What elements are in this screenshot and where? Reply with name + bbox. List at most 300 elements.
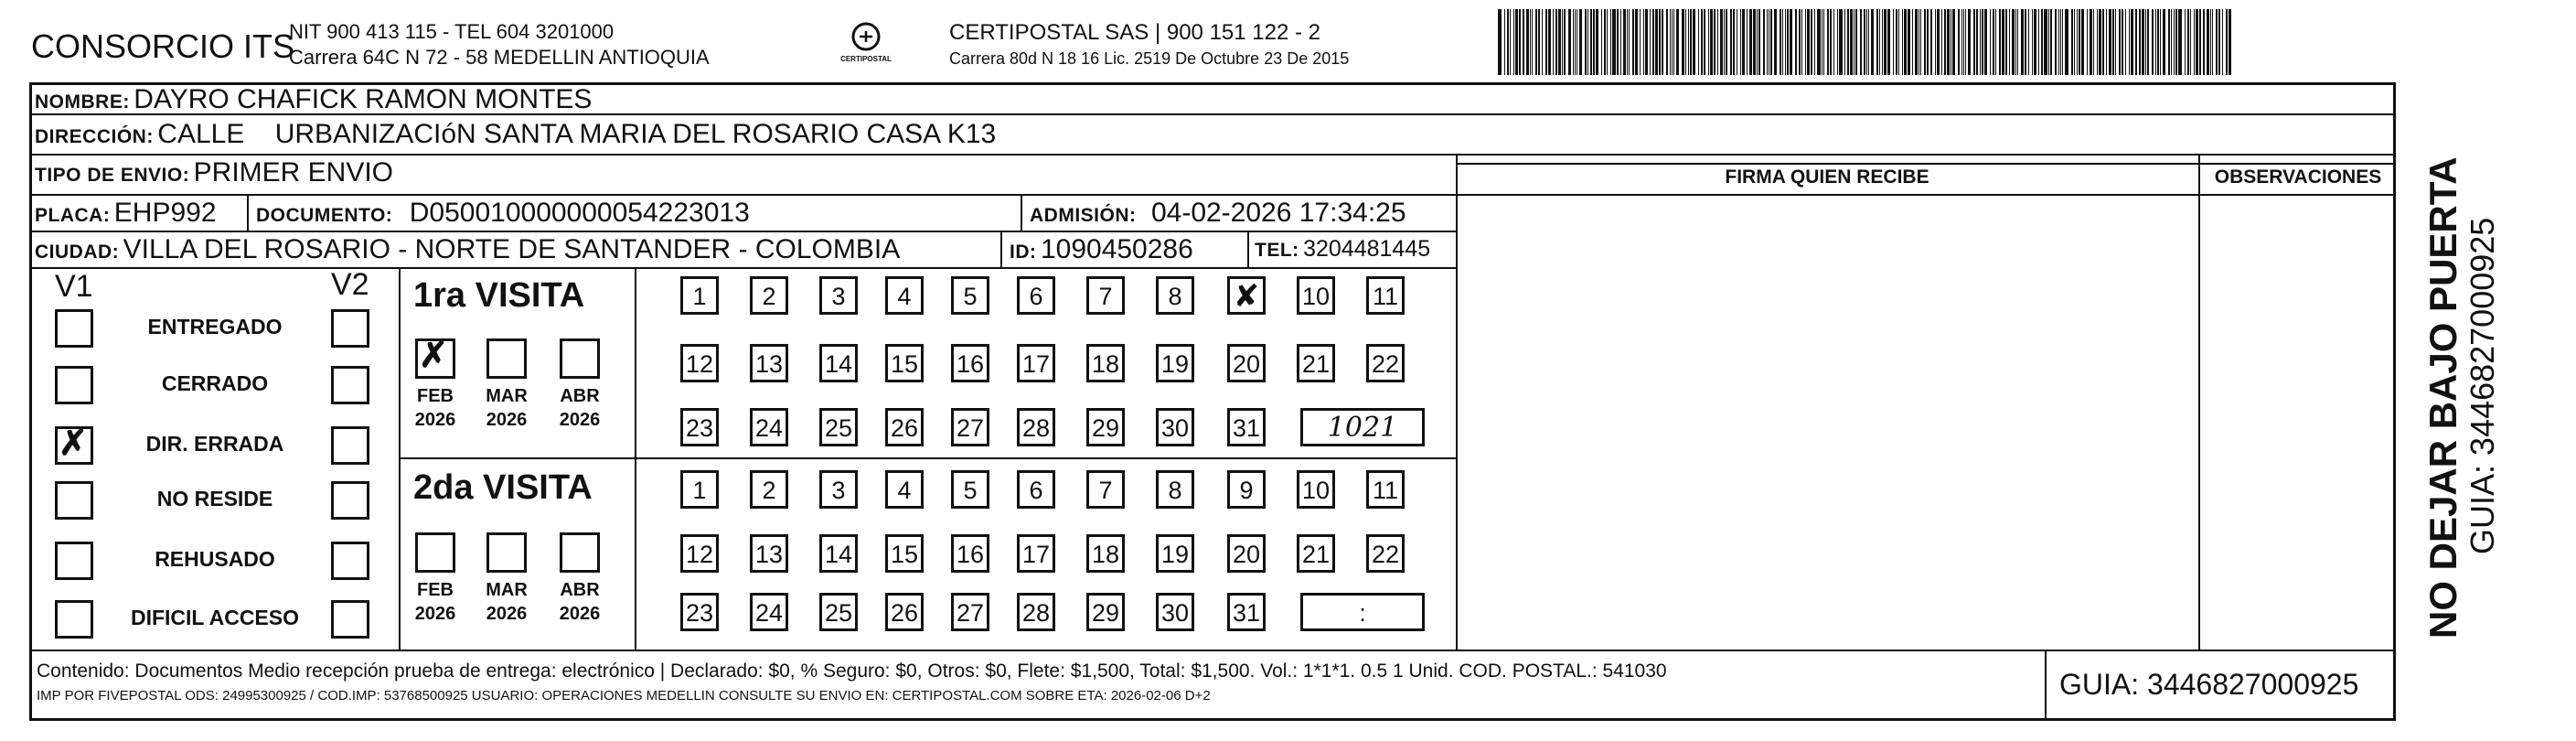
ciudad-row <box>35 234 900 265</box>
barcode-bar <box>1655 9 1658 75</box>
barcode-bar <box>1944 9 1946 75</box>
barcode-bar <box>2025 9 2026 75</box>
day-box[interactable]: 10 <box>1297 276 1335 315</box>
footer-contenido: Contenido: Documentos Medio recepción prueba de entrega: electrónico | Declarado: $0, % Seguro: $0, Otros: $0, Flete: $1,500, Total: $1,500. Vol.: 1*1*1. 0.5 1 Unid. COD. POSTAL.: 541030 <box>37 660 1667 682</box>
day-box[interactable]: 20 <box>1227 534 1266 573</box>
barcode-bar <box>1573 9 1574 75</box>
barcode-bar <box>1961 9 1962 75</box>
barcode-bar <box>2074 9 2075 75</box>
ciudad-value: VILLA DEL ROSARIO - NORTE DE SANTANDER - COLOMBIA <box>123 234 901 264</box>
barcode-bar <box>1767 9 1768 75</box>
barcode-bar <box>1941 9 1942 75</box>
barcode-bar <box>2005 9 2007 75</box>
day-box[interactable]: 8 <box>1156 276 1194 315</box>
placa-label: PLACA: <box>35 205 111 226</box>
barcode-bar <box>1927 9 1929 75</box>
day-box[interactable]: 15 <box>885 534 924 573</box>
barcode-bar <box>2229 9 2231 75</box>
barcode-bar <box>1593 9 1595 75</box>
company-nit: NIT 900 413 115 - TEL 604 3201000 <box>289 20 615 43</box>
barcode-bar <box>1990 9 1991 75</box>
barcode-bar <box>2222 9 2223 75</box>
barcode-bar <box>1968 9 1971 75</box>
day-box[interactable]: 18 <box>1086 534 1125 573</box>
barcode-bar <box>1893 9 1894 75</box>
barcode-bar <box>2015 9 2016 75</box>
barcode-bar <box>1708 9 1709 75</box>
barcode-bar <box>1807 9 1810 75</box>
barcode-bar <box>1915 9 1918 75</box>
direccion-row <box>35 119 996 150</box>
barcode-bar <box>1673 9 1674 75</box>
v2-checkbox[interactable] <box>331 481 369 520</box>
barcode-bar <box>2099 9 2101 75</box>
barcode-bar <box>2178 9 2182 75</box>
barcode-bar <box>2160 9 2161 75</box>
day-box[interactable]: 17 <box>1017 344 1055 382</box>
v1-checkbox[interactable] <box>55 542 93 580</box>
month-checkbox[interactable] <box>560 338 600 379</box>
barcode-bar <box>1564 9 1566 75</box>
month-label: MAR 2026 <box>486 386 528 430</box>
month-checkbox[interactable] <box>415 532 455 573</box>
barcode-bar <box>1676 9 1679 75</box>
barcode-bar <box>2102 9 2104 75</box>
second-visit-title: 2da VISITA <box>413 468 593 507</box>
barcode-bar <box>1879 9 1880 75</box>
barcode-bar <box>1823 9 1824 75</box>
id-label: ID: <box>1010 242 1037 263</box>
day-box[interactable]: 30 <box>1156 408 1194 446</box>
barcode-bar <box>1801 9 1802 75</box>
barcode-bar <box>1984 9 1987 75</box>
observaciones-header: OBSERVACIONES <box>2214 166 2382 188</box>
v2-checkbox[interactable] <box>331 542 369 580</box>
barcode-bar <box>2129 9 2130 75</box>
day-box[interactable]: 29 <box>1086 408 1125 446</box>
barcode-bar <box>1558 9 1561 75</box>
barcode-bar <box>1935 9 1936 75</box>
nombre-label: NOMBRE: <box>35 91 130 113</box>
barcode-bar <box>1912 9 1913 75</box>
barcode-bar <box>1790 9 1792 75</box>
barcode-bar <box>2115 9 2116 75</box>
barcode <box>1498 9 2235 75</box>
barcode-bar <box>2017 9 2018 75</box>
barcode-bar <box>1854 9 1855 75</box>
barcode-bar <box>1720 9 1723 75</box>
barcode-bar <box>1538 9 1540 75</box>
barcode-bar <box>1787 9 1789 75</box>
month-checkbox[interactable] <box>486 532 527 573</box>
day-box[interactable]: 27 <box>951 593 989 631</box>
nombre-value: DAYRO CHAFICK RAMON MONTES <box>134 84 593 114</box>
barcode-bar <box>1682 9 1684 75</box>
barcode-bar <box>2155 9 2156 75</box>
barcode-bar <box>1688 9 1689 75</box>
barcode-bar <box>1782 9 1783 75</box>
barcode-bar <box>1785 9 1786 75</box>
barcode-bar <box>1523 9 1524 75</box>
barcode-bar <box>1635 9 1638 75</box>
day-box[interactable]: 22 <box>1366 534 1405 573</box>
logo-caption: CERTIPOSTAL <box>840 55 892 63</box>
barcode-bar <box>1855 9 1857 75</box>
barcode-bar <box>1724 9 1725 75</box>
day-box[interactable]: 11 <box>1366 470 1405 509</box>
barcode-bar <box>1898 9 1899 75</box>
barcode-bar <box>1887 9 1890 75</box>
day-box[interactable]: 27 <box>951 408 989 446</box>
barcode-bar <box>2009 9 2010 75</box>
barcode-bar <box>1575 9 1576 75</box>
barcode-bar <box>1530 9 1531 75</box>
barcode-bar <box>2062 9 2063 75</box>
barcode-bar <box>1510 9 1511 75</box>
day-box[interactable]: 15 <box>885 344 924 382</box>
carrier-name: CERTIPOSTAL SAS | 900 151 122 - 2 <box>949 20 1320 45</box>
month-label: FEB 2026 <box>414 580 456 624</box>
day-box[interactable]: 24 <box>750 408 788 446</box>
barcode-bar <box>2065 9 2068 75</box>
barcode-bar <box>1652 9 1654 75</box>
day-box[interactable]: 7 <box>1086 276 1125 315</box>
barcode-bar <box>2218 9 2220 75</box>
barcode-bar <box>1763 9 1765 75</box>
month-label: ABR 2026 <box>559 580 601 624</box>
barcode-bar <box>2207 9 2209 75</box>
tel-label: TEL: <box>1255 240 1299 261</box>
company-name: CONSORCIO ITS <box>31 27 295 65</box>
day-box[interactable]: 12 <box>680 534 719 573</box>
barcode-bar <box>2021 9 2024 75</box>
barcode-bar <box>2139 9 2141 75</box>
barcode-bar <box>1742 9 1745 75</box>
barcode-bar <box>1860 9 1862 75</box>
placa-row <box>35 198 217 229</box>
day-box[interactable]: 6 <box>1017 276 1055 315</box>
tel-value: 3204481445 <box>1303 236 1431 262</box>
barcode-bar <box>2058 9 2059 75</box>
barcode-bar <box>1882 9 1883 75</box>
barcode-bar <box>1980 9 1981 75</box>
day-box[interactable]: 17 <box>1017 534 1055 573</box>
v1-checkbox[interactable] <box>55 309 93 348</box>
barcode-bar <box>2196 9 2198 75</box>
day-box[interactable]: 14 <box>819 344 858 382</box>
barcode-bar <box>2055 9 2057 75</box>
barcode-bar <box>1904 9 1907 75</box>
barcode-bar <box>2071 9 2073 75</box>
status-label: ENTREGADO <box>147 315 283 338</box>
barcode-bar <box>2093 9 2094 75</box>
barcode-bar <box>2041 9 2043 75</box>
day-box[interactable]: 31 <box>1227 593 1266 631</box>
barcode-bar <box>1627 9 1628 75</box>
barcode-bar <box>1930 9 1932 75</box>
day-box[interactable]: 29 <box>1086 593 1125 631</box>
barcode-bar <box>2135 9 2137 75</box>
day-box[interactable]: 1 <box>680 470 719 509</box>
day-box[interactable]: 19 <box>1156 534 1194 573</box>
v2-label: V2 <box>331 267 369 302</box>
day-box[interactable]: 23 <box>680 408 719 446</box>
barcode-bar <box>1513 9 1514 75</box>
x-mark-icon: ✗ <box>419 337 448 375</box>
day-box[interactable]: 3 <box>819 470 858 509</box>
documento-value: D050010000000054223013 <box>409 198 750 228</box>
barcode-bar <box>2175 9 2177 75</box>
company-address: Carrera 64C N 72 - 58 MEDELLIN ANTIOQUIA <box>289 46 710 69</box>
day-box[interactable]: 16 <box>951 344 989 382</box>
barcode-bar <box>1604 9 1606 75</box>
barcode-bar <box>2044 9 2047 75</box>
barcode-bar <box>1612 9 1616 75</box>
barcode-bar <box>2050 9 2052 75</box>
v1-checkbox[interactable] <box>55 600 93 639</box>
barcode-bar <box>1662 9 1663 75</box>
barcode-bar <box>2131 9 2133 75</box>
barcode-bar <box>1833 9 1834 75</box>
month-checkbox[interactable] <box>560 532 600 573</box>
barcode-bar <box>1704 9 1705 75</box>
barcode-bar <box>1747 9 1748 75</box>
day-box[interactable]: 14 <box>819 534 858 573</box>
barcode-bar <box>1811 9 1812 75</box>
barcode-bar <box>1871 9 1874 75</box>
day-box[interactable]: 26 <box>885 408 924 446</box>
barcode-bar <box>1973 9 1975 75</box>
barcode-bar <box>2012 9 2015 75</box>
v2-checkbox[interactable] <box>331 309 369 348</box>
day-box[interactable]: 11 <box>1366 276 1405 315</box>
barcode-bar <box>2187 9 2189 75</box>
day-box[interactable]: 13 <box>750 534 788 573</box>
ciudad-label: CIUDAD: <box>35 242 120 263</box>
day-box[interactable]: 21 <box>1297 344 1335 382</box>
barcode-bar <box>2168 9 2170 75</box>
v1-label: V1 <box>55 269 93 304</box>
day-box[interactable]: 5 <box>951 276 989 315</box>
barcode-bar <box>1749 9 1752 75</box>
barcode-bar <box>1685 9 1686 75</box>
day-box[interactable]: 4 <box>885 276 924 315</box>
day-box[interactable]: 12 <box>680 344 719 382</box>
nombre-row <box>35 84 592 115</box>
barcode-bar <box>1585 9 1587 75</box>
status-label: REHUSADO <box>155 547 275 571</box>
admision-value: 04-02-2026 17:34:25 <box>1150 198 1406 228</box>
barcode-bar <box>2087 9 2088 75</box>
barcode-bar <box>1519 9 1521 75</box>
barcode-bar <box>2199 9 2201 75</box>
barcode-bar <box>1504 9 1505 75</box>
v2-checkbox[interactable] <box>331 426 369 465</box>
day-box[interactable]: 7 <box>1086 470 1125 509</box>
barcode-bar <box>2034 9 2036 75</box>
barcode-bar <box>1640 9 1641 75</box>
time-box[interactable]: : <box>1300 593 1425 631</box>
v1-checkbox[interactable] <box>55 366 93 404</box>
day-box[interactable]: 8 <box>1156 470 1194 509</box>
barcode-bar <box>2163 9 2165 75</box>
day-box[interactable]: 13 <box>750 344 788 382</box>
barcode-bar <box>2174 9 2175 75</box>
barcode-bar <box>1937 9 1940 75</box>
direccion-value: CALLE URBANIZACIóN SANTA MARIA DEL ROSARIO CASA K13 <box>157 119 997 149</box>
direccion-label: DIRECCIÓN: <box>35 126 154 147</box>
barcode-bar <box>2048 9 2049 75</box>
day-box[interactable]: 1 <box>680 276 719 315</box>
day-box[interactable]: 3 <box>819 276 858 315</box>
barcode-bar <box>1568 9 1571 75</box>
barcode-bar <box>1545 9 1547 75</box>
admision-row <box>1030 198 1406 229</box>
barcode-bar <box>2109 9 2111 75</box>
day-box[interactable]: 20 <box>1227 344 1266 382</box>
barcode-bar <box>1596 9 1598 75</box>
barcode-bar <box>1659 9 1661 75</box>
barcode-bar <box>1780 9 1781 75</box>
barcode-bar <box>1876 9 1878 75</box>
barcode-bar <box>2077 9 2078 75</box>
barcode-bar <box>1643 9 1644 75</box>
barcode-bar <box>2060 9 2061 75</box>
day-box[interactable]: 24 <box>750 593 788 631</box>
month-checkbox[interactable] <box>486 338 527 379</box>
barcode-bar <box>2081 9 2084 75</box>
day-box[interactable]: 2 <box>750 470 788 509</box>
day-box[interactable]: 9 <box>1227 470 1266 509</box>
barcode-bar <box>1837 9 1838 75</box>
day-box[interactable]: 22 <box>1366 344 1405 382</box>
status-label: NO RESIDE <box>156 487 273 510</box>
barcode-bar <box>1507 9 1509 75</box>
barcode-bar <box>1562 9 1563 75</box>
barcode-bar <box>1714 9 1716 75</box>
barcode-bar <box>1866 9 1867 75</box>
day-box[interactable]: 26 <box>885 593 924 631</box>
v2-checkbox[interactable] <box>331 600 369 639</box>
footer-imp: IMP POR FIVEPOSTAL ODS: 24995300925 / COD.IMP: 53768500925 USUARIO: OPERACIONES MEDELLIN CONSULTE SU ENVIO EN: CERTIPOSTAL.COM SOBRE ETA: 2026-02-06 D+2 <box>37 688 1211 703</box>
day-box[interactable]: 5 <box>951 470 989 509</box>
barcode-bar <box>2216 9 2218 75</box>
barcode-bar <box>1532 9 1533 75</box>
day-box[interactable]: 21 <box>1297 534 1335 573</box>
barcode-bar <box>2097 9 2098 75</box>
barcode-bar <box>1617 9 1619 75</box>
barcode-bar <box>2090 9 2092 75</box>
certipostal-logo-icon <box>834 20 898 68</box>
time-box[interactable]: 1021 <box>1300 408 1425 446</box>
barcode-bar <box>1535 9 1537 75</box>
day-box[interactable]: 16 <box>951 534 989 573</box>
day-box[interactable]: 28 <box>1017 408 1055 446</box>
barcode-bar <box>2122 9 2123 75</box>
barcode-bar <box>2038 9 2039 75</box>
barcode-bar <box>1993 9 1994 75</box>
day-box[interactable]: 4 <box>885 470 924 509</box>
barcode-bar <box>1830 9 1832 75</box>
barcode-bar <box>2157 9 2159 75</box>
day-box[interactable]: 10 <box>1297 470 1335 509</box>
barcode-bar <box>1844 9 1845 75</box>
barcode-bar <box>1701 9 1703 75</box>
day-box[interactable]: 30 <box>1156 593 1194 631</box>
documento-row <box>256 198 750 229</box>
month-label: MAR 2026 <box>486 580 528 624</box>
barcode-bar <box>2210 9 2211 75</box>
side-warning: NO DEJAR BAJO PUERTA <box>2421 156 2464 639</box>
status-label: CERRADO <box>161 371 269 395</box>
id-value: 1090450286 <box>1040 234 1193 264</box>
barcode-bar <box>1868 9 1869 75</box>
tel-row <box>1255 236 1430 263</box>
barcode-bar <box>1601 9 1602 75</box>
day-box[interactable]: 19 <box>1156 344 1194 382</box>
barcode-bar <box>2125 9 2126 75</box>
day-box[interactable]: 6 <box>1017 470 1055 509</box>
barcode-bar <box>1902 9 1903 75</box>
day-box[interactable]: ✘ <box>1227 276 1266 315</box>
barcode-bar <box>2226 9 2228 75</box>
barcode-bar <box>2106 9 2107 75</box>
day-box[interactable]: 18 <box>1086 344 1125 382</box>
barcode-bar <box>1924 9 1926 75</box>
barcode-bar <box>2032 9 2033 75</box>
barcode-bar <box>1795 9 1797 75</box>
barcode-bar <box>1690 9 1692 75</box>
first-visit-title: 1ra VISITA <box>413 276 585 315</box>
barcode-bar <box>1757 9 1758 75</box>
v1-checkbox[interactable] <box>55 481 93 520</box>
barcode-bar <box>2147 9 2149 75</box>
day-box[interactable]: 25 <box>819 593 858 631</box>
v2-checkbox[interactable] <box>331 366 369 404</box>
day-box[interactable]: 25 <box>819 408 858 446</box>
barcode-bar <box>2152 9 2154 75</box>
footer-guia: GUIA: 3446827000925 <box>2059 668 2359 701</box>
barcode-bar <box>1963 9 1964 75</box>
barcode-bar <box>2002 9 2004 75</box>
day-box[interactable]: 2 <box>750 276 788 315</box>
barcode-bar <box>1553 9 1554 75</box>
barcode-bar <box>2119 9 2121 75</box>
barcode-bar <box>1590 9 1592 75</box>
barcode-bar <box>1817 9 1821 75</box>
barcode-bar <box>1542 9 1543 75</box>
barcode-bar <box>2194 9 2195 75</box>
barcode-bar <box>1623 9 1626 75</box>
barcode-bar <box>1827 9 1829 75</box>
day-box[interactable]: 31 <box>1227 408 1266 446</box>
x-mark-icon: ✗ <box>59 424 88 463</box>
barcode-bar <box>1610 9 1611 75</box>
barcode-bar <box>1607 9 1608 75</box>
day-box[interactable]: 23 <box>680 593 719 631</box>
day-box[interactable]: 28 <box>1017 593 1055 631</box>
barcode-bar <box>1710 9 1713 75</box>
barcode-bar <box>1666 9 1668 75</box>
barcode-bar <box>1672 9 1673 75</box>
tipo-value: PRIMER ENVIO <box>193 157 394 188</box>
barcode-bar <box>1920 9 1921 75</box>
barcode-bar <box>2171 9 2172 75</box>
barcode-bar <box>1958 9 1960 75</box>
barcode-bar <box>1896 9 1897 75</box>
barcode-bar <box>1774 9 1777 75</box>
barcode-bar <box>1526 9 1529 75</box>
